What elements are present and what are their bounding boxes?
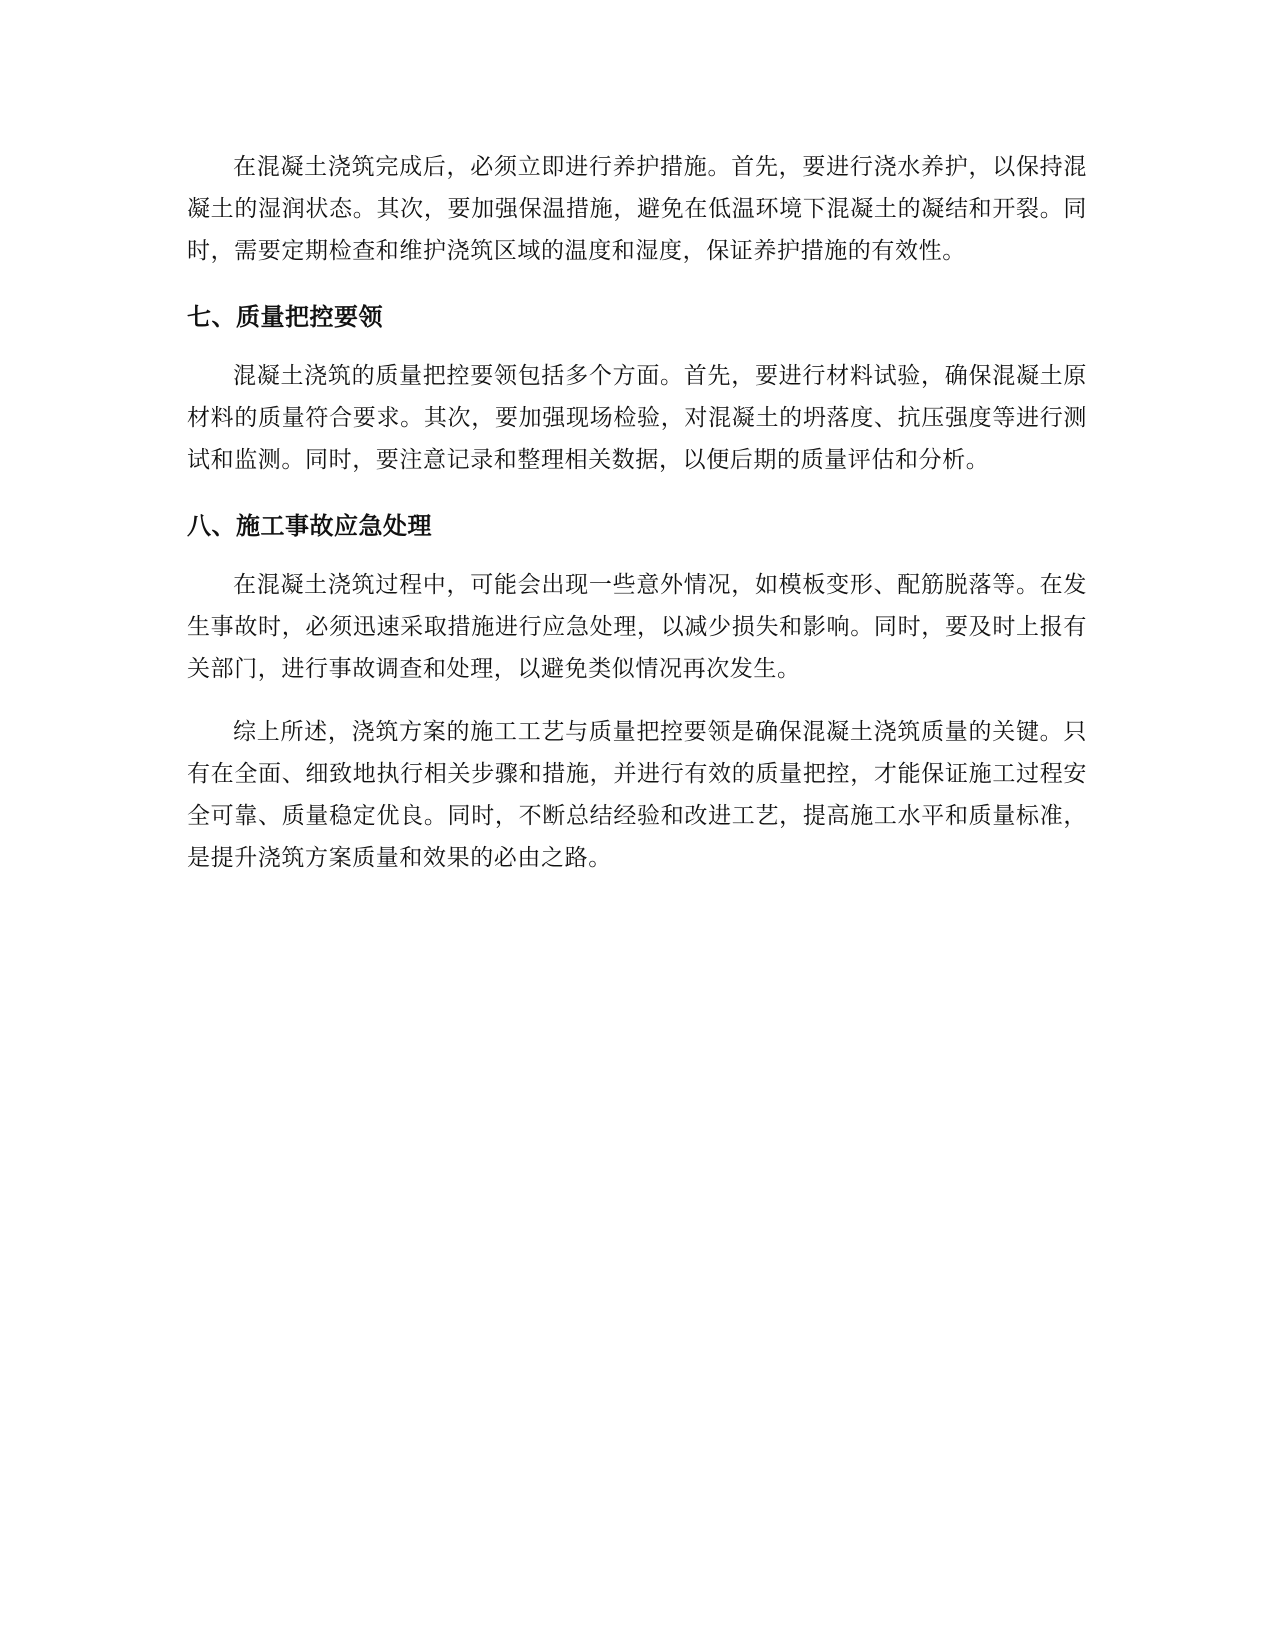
conclusion-paragraph: 综上所述，浇筑方案的施工工艺与质量把控要领是确保混凝土浇筑质量的关键。只有在全面、细致地执行相关步骤和措施，并进行有效的质量把控，才能保证施工过程安全可靠、质量稳定优良。同时，不断总结经验和改进工艺，提高施工水平和质量标准，是提升浇筑方案质量和效果的必由之路。 (187, 719, 1087, 871)
section-8-paragraph: 在混凝土浇筑过程中，可能会出现一些意外情况，如模板变形、配筋脱落等。在发生事故时，必须迅速采取措施进行应急处理，以减少损失和影响。同时，要及时上报有关部门，进行事故调查和处理，以避免类似情况再次发生。 (187, 572, 1087, 682)
document-body (187, 146, 1087, 879)
section-7-heading: 七、质量把控要领 (187, 303, 383, 331)
section-7-paragraph: 混凝土浇筑的质量把控要领包括多个方面。首先，要进行材料试验，确保混凝土原材料的质量符合要求。其次，要加强现场检验，对混凝土的坍落度、抗压强度等进行测试和监测。同时，要注意记录和整理相关数据，以便后期的质量评估和分析。 (187, 363, 1087, 473)
paragraph-curing: 在混凝土浇筑完成后，必须立即进行养护措施。首先，要进行浇水养护，以保持混凝土的湿润状态。其次，要加强保温措施，避免在低温环境下混凝土的凝结和开裂。同时，需要定期检查和维护浇筑区域的温度和湿度，保证养护措施的有效性。 (187, 154, 1087, 264)
section-8-heading: 八、施工事故应急处理 (187, 512, 432, 540)
